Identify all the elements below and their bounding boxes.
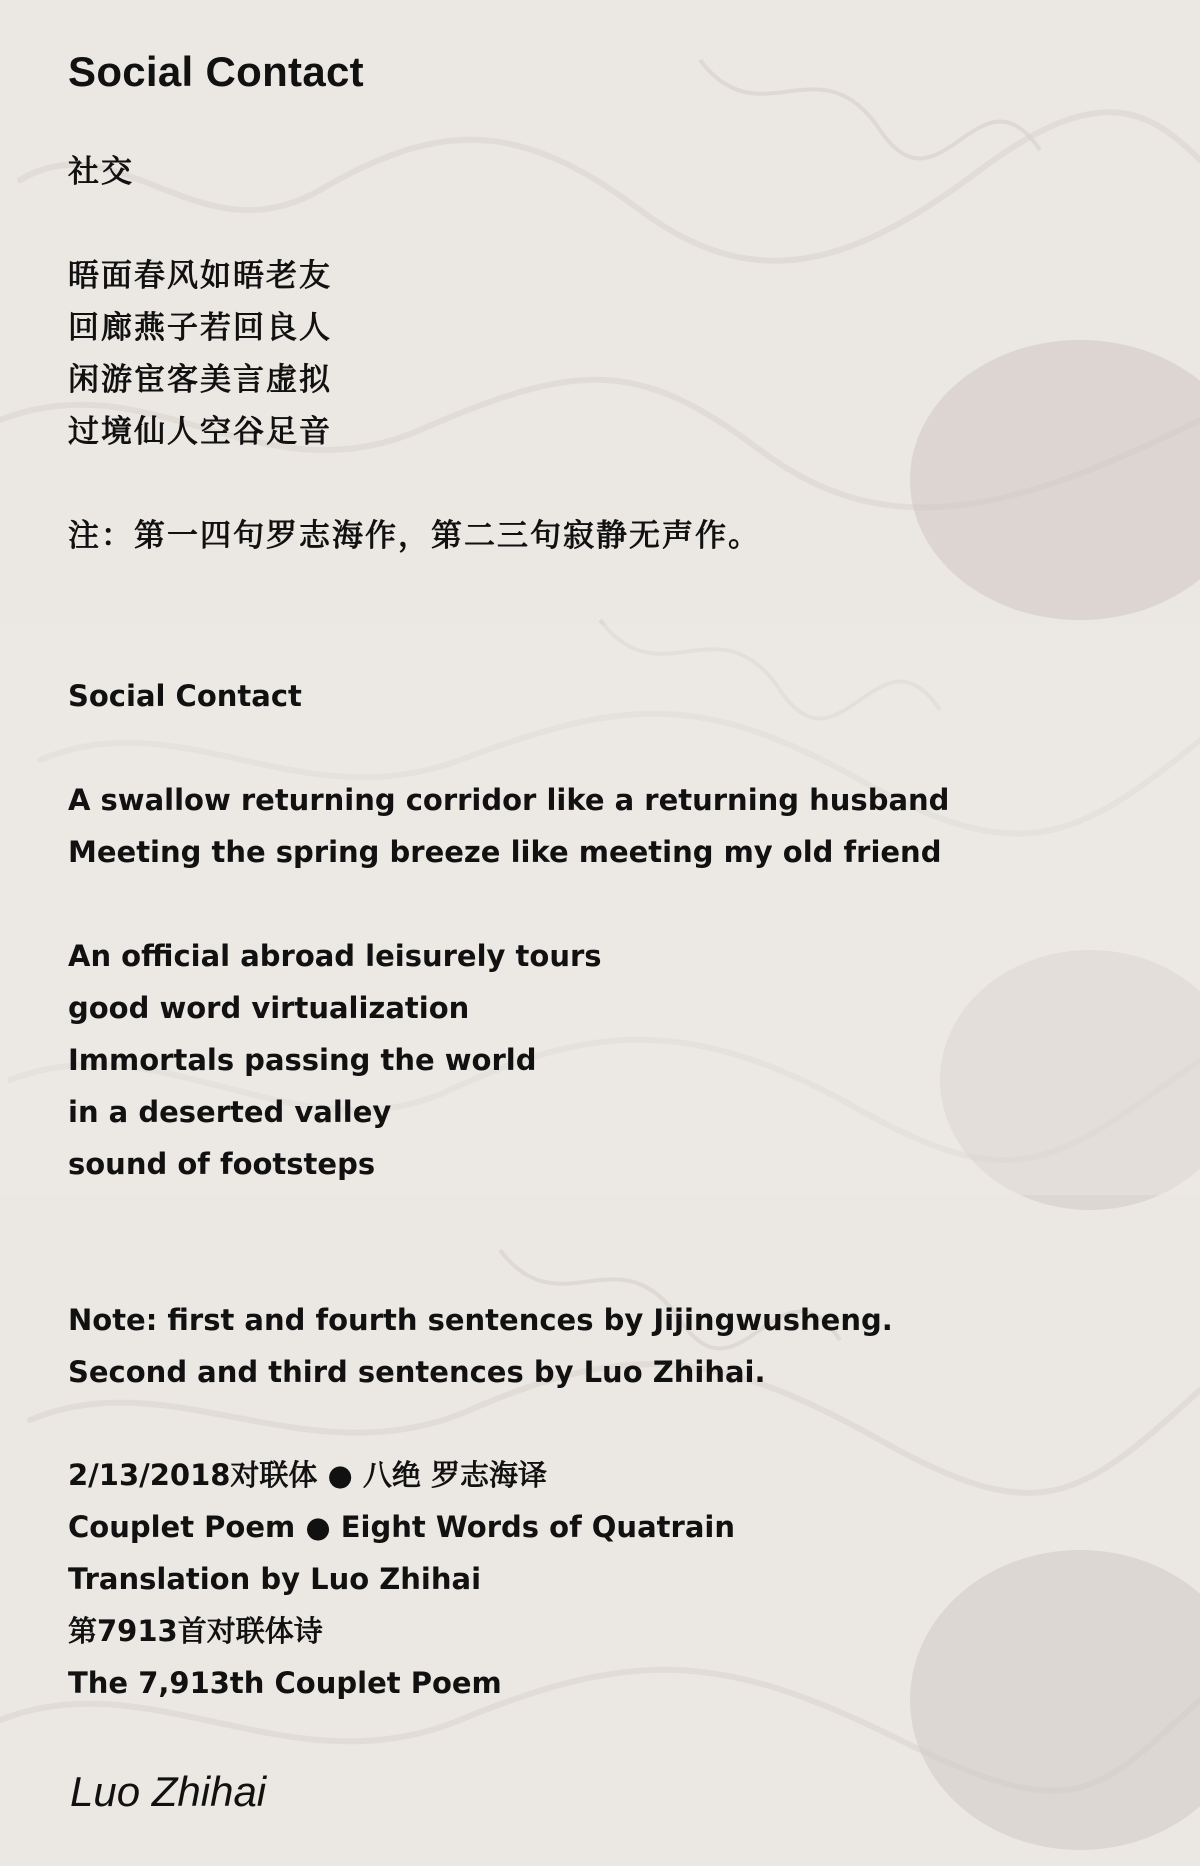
english-poem-line: A swallow returning corridor like a returning husband — [68, 783, 950, 817]
chinese-poem-line: 过境仙人空谷足音 — [68, 414, 332, 450]
poem-meta-translator: Translation by Luo Zhihai — [68, 1562, 482, 1596]
english-poem-line: Meeting the spring breeze like meeting my old friend — [68, 835, 942, 869]
english-note-line: Second and third sentences by Luo Zhihai. — [68, 1355, 766, 1389]
chinese-poem-line: 回廊燕子若回良人 — [68, 310, 332, 346]
chinese-poem-title: 社交 — [68, 154, 134, 190]
english-poem-line: Immortals passing the world — [68, 1043, 537, 1077]
english-poem-line: An official abroad leisurely tours — [68, 939, 602, 973]
author-signature: Luo Zhihai — [70, 1768, 267, 1815]
english-poem-line: in a deserted valley — [68, 1095, 392, 1129]
english-poem-line: sound of footsteps — [68, 1147, 376, 1181]
poem-meta-date-line: 2/13/2018对联体 ● 八绝 罗志海译 — [68, 1458, 548, 1492]
english-note-line: Note: first and fourth sentences by Jijingwusheng. — [68, 1303, 893, 1337]
poem-meta-number-en: The 7,913th Couplet Poem — [68, 1666, 502, 1700]
english-poem-line: good word virtualization — [68, 991, 470, 1025]
chinese-note: 注：第一四句罗志海作，第二三句寂静无声作。 — [68, 518, 761, 554]
poem-meta-number-cn: 第7913首对联体诗 — [68, 1614, 323, 1648]
chinese-poem-line: 晤面春风如晤老友 — [68, 258, 332, 294]
poem-meta-form: Couplet Poem ● Eight Words of Quatrain — [68, 1510, 735, 1544]
chinese-poem-line: 闲游宦客美言虚拟 — [68, 362, 332, 398]
english-poem-title: Social Contact — [68, 679, 302, 713]
page-title: Social Contact — [68, 48, 364, 95]
